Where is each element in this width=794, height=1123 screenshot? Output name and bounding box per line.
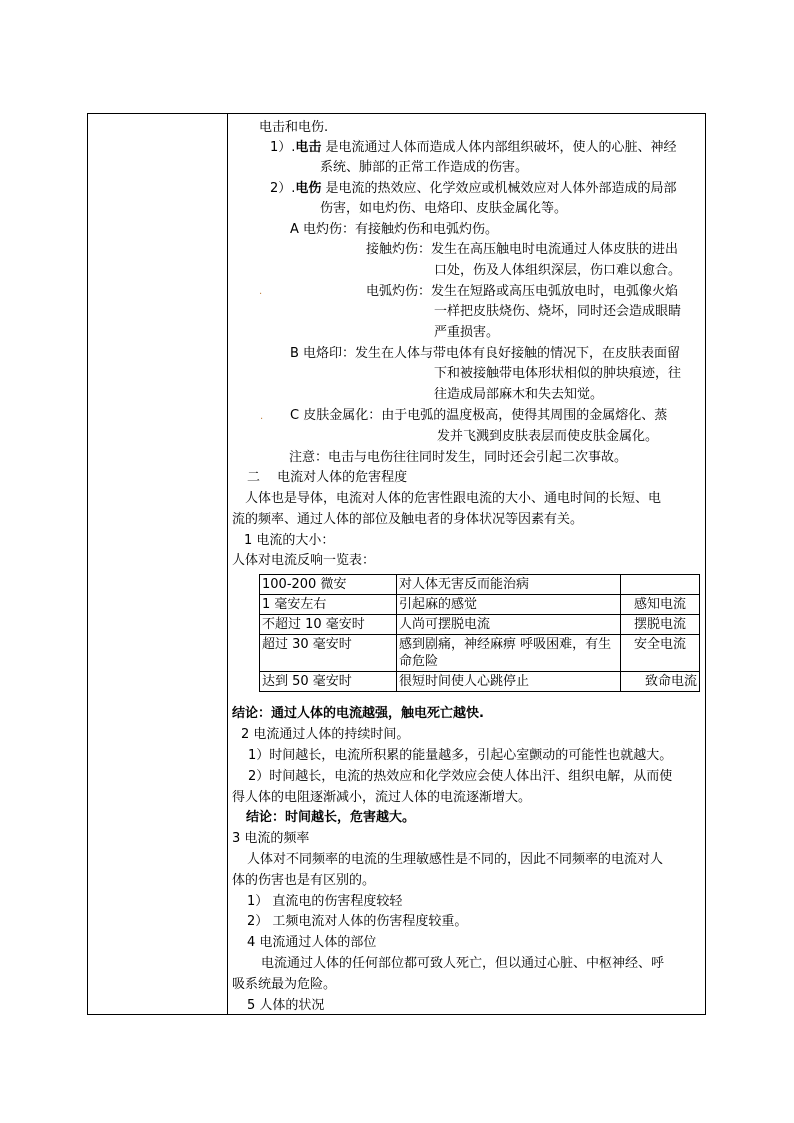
item-number: 2）. [270,181,296,196]
item-electric-shock [259,140,677,156]
table-cell: 感到剧痛，神经麻痹 呼吸困难，有生命危险 [397,635,621,672]
table-cell: 不超过 10 毫安时 [260,615,397,635]
text-line: 流的频率、通过人体的部位及触电者的身体状况等因素有关。 [232,512,584,527]
table-caption: 人体对电流反响一览表： [232,553,376,568]
table-cell: 摆脱电流 [621,615,700,635]
text-line: 2）时间越长，电流的热效应和化学效应会使人体出汗、组织电解，从而使 [248,769,673,784]
text-line: 严重损害。 [434,325,500,340]
table-cell: 人尚可摆脱电流 [397,615,621,635]
table-cell: 感知电流 [621,595,700,615]
item-electric-injury [259,181,677,197]
subsection-heading: 2 电流通过人体的持续时间。 [241,727,410,742]
text-line: 1）时间越长，电流所积累的能量越多，引起心室颤动的可能性也就越大。 [248,748,673,763]
note-line: 注意：电击与电伤往往同时发生，同时还会引起二次事故。 [289,450,628,465]
table-cell [621,575,700,595]
text-line: 人体也是导体，电流对人体的危害性跟电流的大小、通电时间的长短、电 [245,491,662,506]
text-line: 发并飞溅到皮肤表层而使皮肤金属化。 [437,429,659,444]
response-table [259,574,700,692]
definition-text: 是电流通过人体而造成人体内部组织破坏，使人的心脏、神经 [321,140,677,155]
text-line: 伤害，如电灼伤、电烙印、皮肤金属化等。 [320,201,568,216]
table-row [260,595,700,615]
subsection-heading: 3 电流的频率 [232,831,310,846]
table-cell: 1 毫安左右 [260,595,397,615]
table-row [260,672,700,692]
bullet-dot: . [260,411,264,422]
table-cell: 达到 50 毫安时 [260,672,397,692]
document-frame [87,113,706,1015]
text-line: 系统、肺部的正常工作造成的伤害。 [320,160,529,175]
text-line: 1） 直流电的伤害程度较轻 [247,894,403,909]
text-line: C 皮肤金属化：由于电弧的温度极高，使得其周围的金属熔化、蒸 [290,408,668,423]
item-number: 1）. [270,140,296,155]
text-line: 得人体的电阻逐渐减小，流过人体的电流逐渐增大。 [232,790,532,805]
text-line: B 电烙印：发生在人体与带电体有良好接触的情况下，在皮肤表面留 [290,346,681,361]
text-line: 往造成局部麻木和失去知觉。 [434,387,604,402]
text-line: 体的伤害也是有区别的。 [232,873,376,888]
table-row [260,615,700,635]
table-row [260,575,700,595]
text-line: 电弧灼伤：发生在短路或高压电弧放电时，电弧像火焰 [366,284,679,299]
table-cell: 对人体无害反而能治病 [397,575,621,595]
text-line: A 电灼伤：有接触灼伤和电弧灼伤。 [290,222,499,237]
text-line: 接触灼伤：发生在高压触电时电流通过人体皮肤的进出 [366,242,679,257]
text-line: 下和被接触带电体形状相似的肿块痕迹，往 [434,366,682,381]
term-electric-shock: 电击 [295,140,322,155]
subsection-heading: 5 人体的状况 [247,998,325,1013]
subsection-heading: 1 电流的大小： [244,533,335,548]
section-heading: 二 电流对人体的危害程度 [247,470,408,485]
table-cell: 超过 30 毫安时 [260,635,397,672]
bullet-dot: . [259,286,263,297]
text-line: 电击和电伤. [259,120,329,135]
table-cell: 100-200 微安 [260,575,397,595]
table-cell: 致命电流 [621,672,700,692]
table-cell: 引起麻的感觉 [397,595,621,615]
conclusion-time: 结论：时间越长，危害越大。 [246,810,416,825]
term-electric-injury: 电伤 [295,181,322,196]
subsection-heading: 4 电流通过人体的部位 [247,935,377,950]
conclusion-current: 结论：通过人体的电流越强，触电死亡越快. [232,706,484,721]
table-cell: 很短时间使人心跳停止 [397,672,621,692]
text-line: 吸系统最为危险。 [232,977,337,992]
text-line: 一样把皮肤烧伤、烧坏，同时还会造成眼睛 [434,304,682,319]
table-cell: 安全电流 [621,635,700,672]
text-line: 口处，伤及人体组织深层，伤口难以愈合。 [434,263,682,278]
column-divider [227,114,228,1014]
table-row [260,635,700,672]
text-line: 2） 工频电流对人体的伤害程度较重。 [247,914,468,929]
text-line: 电流通过人体的任何部位都可致人死亡，但以通过心脏、中枢神经、呼 [261,956,665,971]
definition-text: 是电流的热效应、化学效应或机械效应对人体外部造成的局部 [321,181,677,196]
text-line: 人体对不同频率的电流的生理敏感性是不同的，因此不同频率的电流对人 [247,852,664,867]
